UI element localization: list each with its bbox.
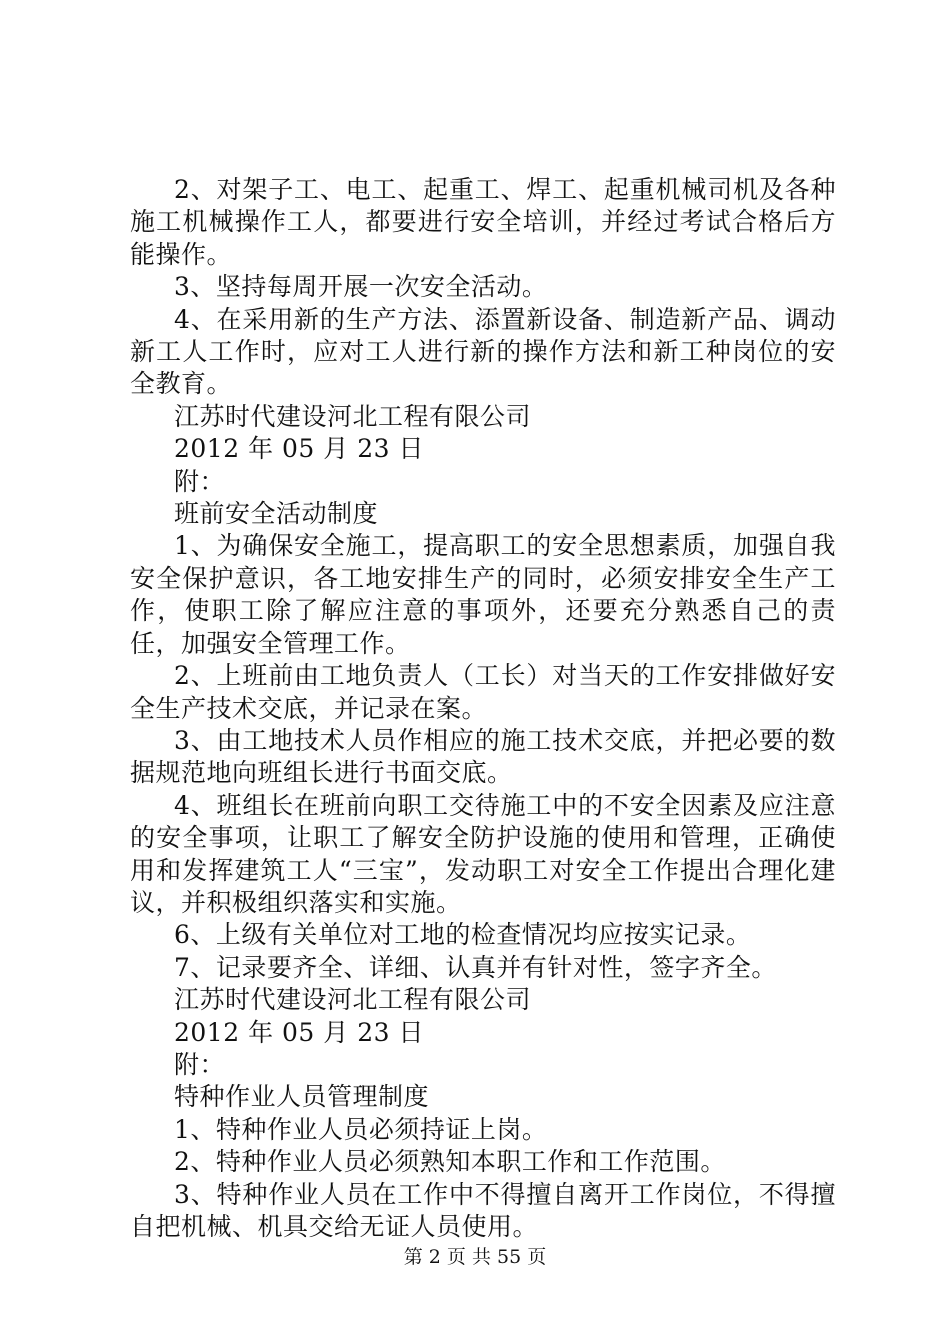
appendix-label: 附： — [174, 1049, 226, 1079]
paragraph-item-8: 6、上级有关单位对工地的检查情况均应按实记录。 — [174, 920, 752, 950]
signature-date: 2012 年 05 月 23 日 — [174, 1017, 424, 1047]
signature-date: 2012 年 05 月 23 日 — [174, 434, 424, 464]
company-signature: 江苏时代建设河北工程有限公司 — [174, 985, 532, 1015]
section-title: 班前安全活动制度 — [174, 499, 379, 529]
paragraph-item-11: 2、特种作业人员必须熟知本职工作和工作范围。 — [174, 1147, 726, 1177]
paragraph-item-4: 1、为确保安全施工，提高职工的安全思想素质，加强自我安全保护意识，各工地安排生产的同时，必须安排安全生产工作，使职工除了解应注意的事项外，还要充分熟悉自己的责任，加强安全管理工作。 — [130, 531, 836, 658]
paragraph-item-9: 7、记录要齐全、详细、认真并有针对性，签字齐全。 — [174, 952, 777, 982]
paragraph-item-1: 2、对架子工、电工、起重工、焊工、起重机械司机及各种施工机械操作工人，都要进行安全培训，并经过考试合格后方能操作。 — [130, 175, 836, 269]
paragraph-item-10: 1、特种作业人员必须持证上岗。 — [174, 1114, 548, 1144]
paragraph-item-5: 2、上班前由工地负责人（工长）对当天的工作安排做好安全生产技术交底，并记录在案。 — [130, 661, 836, 723]
appendix-label: 附： — [174, 466, 226, 496]
paragraph-item-2: 3、坚持每周开展一次安全活动。 — [174, 272, 548, 302]
paragraph-item-12: 3、特种作业人员在工作中不得擅自离开工作岗位，不得擅自把机械、机具交给无证人员使用。 — [130, 1179, 836, 1241]
document-body — [130, 174, 836, 1243]
paragraph-item-3: 4、在采用新的生产方法、添置新设备、制造新产品、调动新工人工作时，应对工人进行新的操作方法和新工种岗位的安全教育。 — [130, 304, 836, 399]
paragraph-item-6: 3、由工地技术人员作相应的施工技术交底，并把必要的数据规范地向班组长进行书面交底。 — [130, 725, 836, 788]
paragraph-item-7: 4、班组长在班前向职工交待施工中的不安全因素及应注意的安全事项，让职工了解安全防护设施的使用和管理，正确使用和发挥建筑工人“三宝”，发动职工对安全工作提出合理化建议，并积极组织落实和实施。 — [130, 790, 836, 917]
page-footer: 第 2 页 共 55 页 — [403, 1246, 547, 1268]
company-signature: 江苏时代建设河北工程有限公司 — [174, 401, 532, 431]
section-title: 特种作业人员管理制度 — [174, 1082, 430, 1112]
